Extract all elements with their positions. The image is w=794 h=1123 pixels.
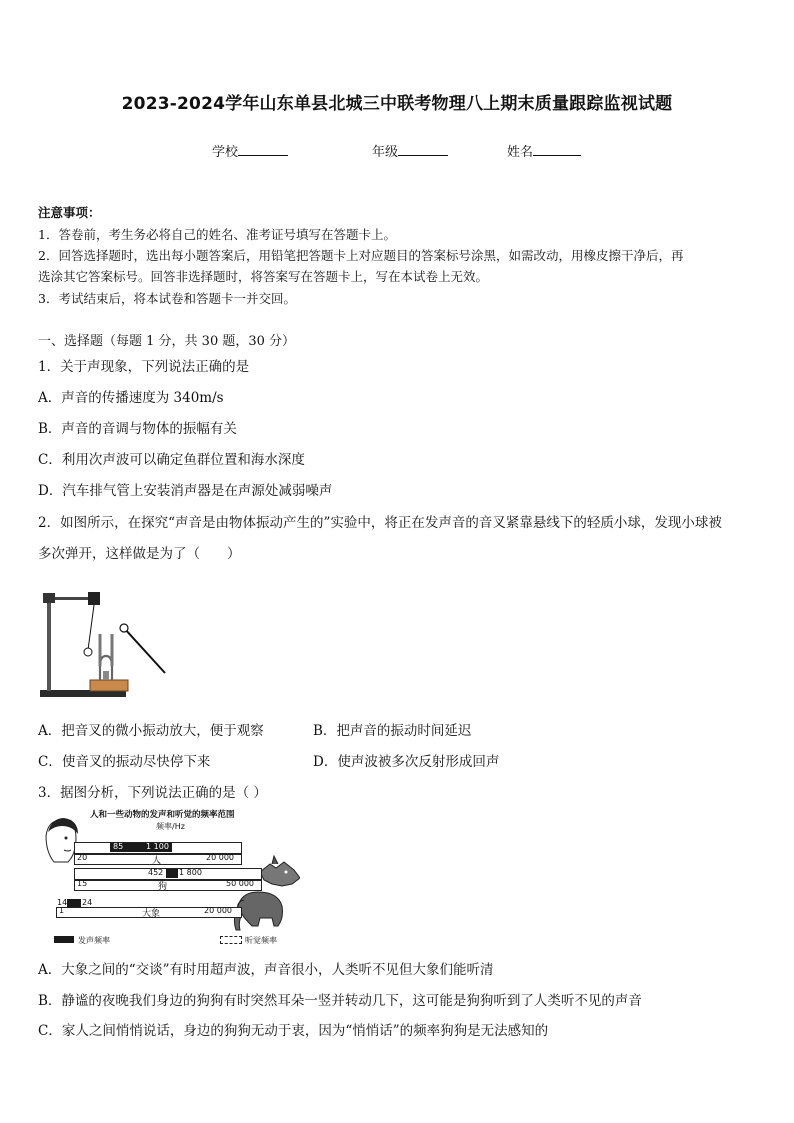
dog-row-name: 狗 <box>158 882 168 892</box>
human-hear-high: 20 000 <box>206 853 234 862</box>
q3-option-a: A．大象之间的“交谈”有时用超声波，声音很小，人类听不见但大象们能听清 <box>38 962 494 978</box>
elephant-hear-low: 1 <box>59 906 65 915</box>
legend-hear-swatch <box>220 936 242 944</box>
dog-emit-bar <box>166 869 178 878</box>
q3-option-b: B．静谧的夜晚我们身边的狗狗有时突然耳朵一竖并转动几下，这可能是狗狗听到了人类听不见的声音 <box>38 993 642 1009</box>
q2-stem-line1: 2．如图所示，在探究“声音是由物体振动产生的”实验中，将正在发声音的音叉紧靠悬线下的轻质小球，发现小球被 <box>38 515 722 531</box>
elephant-hear-high: 20 000 <box>204 906 232 915</box>
q1-option-d: D．汽车排气管上安装消声器是在声源处减弱噪声 <box>38 483 333 499</box>
note-item: 选涂其它答案标号。回答非选择题时，将答案写在答题卡上，写在本试卷上无效。 <box>38 269 489 284</box>
q3-option-c: C．家人之间悄悄说话，身边的狗狗无动于衷，因为“悄悄话”的频率狗狗是无法感知的 <box>38 1023 549 1039</box>
grade-label: 年级 <box>372 145 399 160</box>
notes-heading: 注意事项： <box>38 205 101 220</box>
legend-hear-label: 听觉频率 <box>245 936 277 945</box>
grade-blank <box>398 144 448 156</box>
q1-option-c: C．利用次声波可以确定鱼群位置和海水深度 <box>38 452 305 468</box>
elephant-row-name: 大象 <box>142 909 161 919</box>
school-label: 学校 <box>212 145 239 160</box>
human-emit-low: 85 <box>113 842 124 851</box>
note-item: 1．答卷前，考生务必将自己的姓名、准考证号填写在答题卡上。 <box>38 227 396 242</box>
q2-option-b: B．把声音的振动时间延迟 <box>313 723 472 739</box>
school-blank <box>238 144 288 156</box>
section-heading: 一、选择题（每题 1 分，共 30 题，30 分） <box>38 334 296 349</box>
elephant-emit-high: 24 <box>82 898 93 907</box>
rod-clamp <box>43 593 55 603</box>
dog-emit-high: 1 800 <box>179 868 202 877</box>
q2-option-a: A．把音叉的微小振动放大，便于观察 <box>38 723 264 739</box>
q2-option-c: C．使音叉的振动尽快停下来 <box>38 754 211 770</box>
mallet-handle <box>124 628 165 673</box>
name-label: 姓名 <box>507 145 534 160</box>
light-ball <box>84 648 92 656</box>
legend-emit-swatch <box>54 936 74 943</box>
page-title: 2023-2024学年山东单县北城三中联考物理八上期末质量跟踪监视试题 <box>121 94 673 114</box>
name-field <box>507 141 581 160</box>
dog-hear-high: 50 000 <box>226 879 254 888</box>
dog-icon <box>260 856 300 886</box>
mallet-head <box>120 624 128 632</box>
fork-stem <box>103 671 109 680</box>
note-item: 3．考试结束后，将本试卷和答题卡一并交回。 <box>38 291 296 306</box>
note-item: 2．回答选择题时，选出每小题答案后，用铅笔把答题卡上对应题目的答案标号涂黑，如需改动，用橡皮擦干净后，再 <box>38 248 684 263</box>
resonance-box <box>90 680 128 691</box>
q1-option-a: A．声音的传播速度为 340m/s <box>38 390 224 406</box>
human-emit-high: 1 100 <box>146 842 169 851</box>
q1-stem: 1．关于声现象，下列说法正确的是 <box>38 359 250 375</box>
fork-prongs <box>100 634 112 666</box>
grade-field <box>372 141 448 160</box>
stand-rod <box>47 598 51 691</box>
q3-stem: 3．据图分析，下列说法正确的是（ ） <box>38 785 267 801</box>
human-row-name: 人 <box>152 856 162 866</box>
q1-option-b: B．声音的音调与物体的振幅有关 <box>38 421 237 437</box>
human-hear-low: 20 <box>77 853 88 862</box>
frequency-figure <box>38 806 300 954</box>
freq-axis-label: 频率/Hz <box>156 822 185 831</box>
dog-emit-low: 452 <box>148 868 164 877</box>
q2-option-d: D．使声波被多次反射形成回声 <box>313 754 500 770</box>
string <box>88 605 94 650</box>
legend-emit-label: 发声频率 <box>78 936 110 945</box>
tuning-fork-figure <box>38 576 172 702</box>
name-blank <box>533 144 581 156</box>
elephant-emit-low: 14 <box>57 898 68 907</box>
q2-stem-line2: 多次弹开，这样做是为了（ ） <box>38 546 241 562</box>
school-field <box>212 141 288 160</box>
dog-hear-low: 15 <box>77 879 88 888</box>
elephant-emit-bar <box>67 899 81 907</box>
freq-figure-title: 人和一些动物的发声和听觉的频率范围 <box>90 810 235 820</box>
arm-holder <box>88 592 100 605</box>
